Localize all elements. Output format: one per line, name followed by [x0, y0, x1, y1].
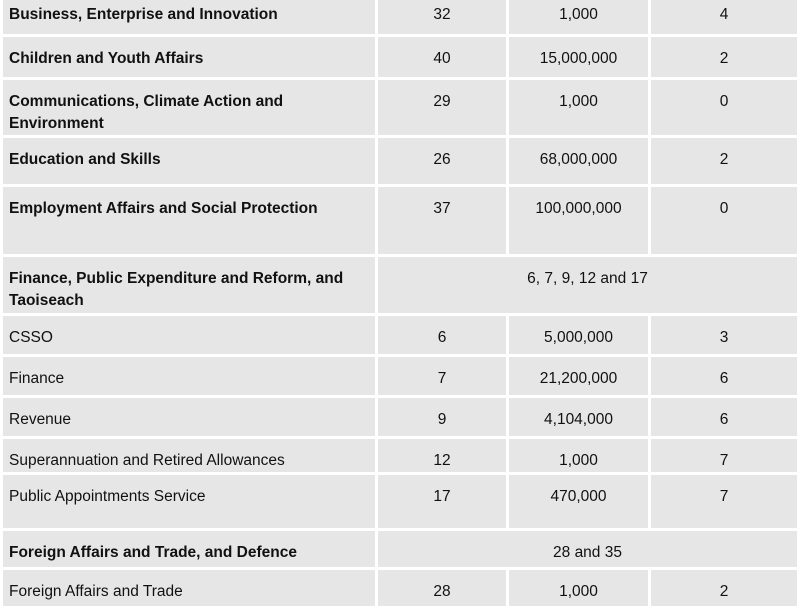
- vote-number: 37: [378, 187, 506, 254]
- sub-row: [3, 398, 797, 436]
- vote-number: 12: [378, 439, 506, 472]
- vote-number: 32: [378, 0, 506, 34]
- row-label: Business, Enterprise and Innovation: [3, 0, 375, 34]
- sub-row: [3, 316, 797, 354]
- group-row: [3, 187, 797, 254]
- count: 4: [651, 0, 797, 34]
- count: 7: [651, 439, 797, 472]
- count: 2: [651, 570, 797, 606]
- sub-row: [3, 475, 797, 528]
- group-row: [3, 80, 797, 135]
- row-label: Communications, Climate Action and Environment: [3, 80, 375, 135]
- amount: 1,000: [509, 80, 648, 135]
- amount: 21,200,000: [509, 357, 648, 395]
- amount: 15,000,000: [509, 37, 648, 77]
- count: 3: [651, 316, 797, 354]
- group-row: [3, 531, 797, 567]
- row-label: Children and Youth Affairs: [3, 37, 375, 77]
- vote-numbers: 28 and 35: [378, 531, 797, 567]
- row-label: CSSO: [3, 316, 375, 354]
- vote-number: 17: [378, 475, 506, 528]
- vote-number: 9: [378, 398, 506, 436]
- row-label: Employment Affairs and Social Protection: [3, 187, 375, 254]
- count: 2: [651, 37, 797, 77]
- group-row: [3, 138, 797, 184]
- count: 6: [651, 398, 797, 436]
- vote-number: 29: [378, 80, 506, 135]
- row-label: Education and Skills: [3, 138, 375, 184]
- count: 6: [651, 357, 797, 395]
- count: 7: [651, 475, 797, 528]
- group-row: [3, 257, 797, 313]
- vote-number: 6: [378, 316, 506, 354]
- group-row: [3, 37, 797, 77]
- sub-row: [3, 439, 797, 472]
- amount: 1,000: [509, 439, 648, 472]
- row-label: Public Appointments Service: [3, 475, 375, 528]
- vote-number: 40: [378, 37, 506, 77]
- sub-row: [3, 570, 797, 606]
- vote-number: 28: [378, 570, 506, 606]
- amount: 1,000: [509, 570, 648, 606]
- row-label: Foreign Affairs and Trade: [3, 570, 375, 606]
- amount: 470,000: [509, 475, 648, 528]
- amount: 100,000,000: [509, 187, 648, 254]
- amount: 5,000,000: [509, 316, 648, 354]
- sub-row: [3, 357, 797, 395]
- vote-number: 26: [378, 138, 506, 184]
- amount: 4,104,000: [509, 398, 648, 436]
- row-label: Finance: [3, 357, 375, 395]
- row-label: Revenue: [3, 398, 375, 436]
- row-label: Finance, Public Expenditure and Reform, and Taoiseach: [3, 257, 375, 313]
- vote-numbers: 6, 7, 9, 12 and 17: [378, 257, 797, 313]
- group-row: [3, 0, 797, 34]
- count: 0: [651, 80, 797, 135]
- amount: 1,000: [509, 0, 648, 34]
- amount: 68,000,000: [509, 138, 648, 184]
- vote-number: 7: [378, 357, 506, 395]
- count: 2: [651, 138, 797, 184]
- count: 0: [651, 187, 797, 254]
- row-label: Foreign Affairs and Trade, and Defence: [3, 531, 375, 567]
- row-label: Superannuation and Retired Allowances: [3, 439, 375, 472]
